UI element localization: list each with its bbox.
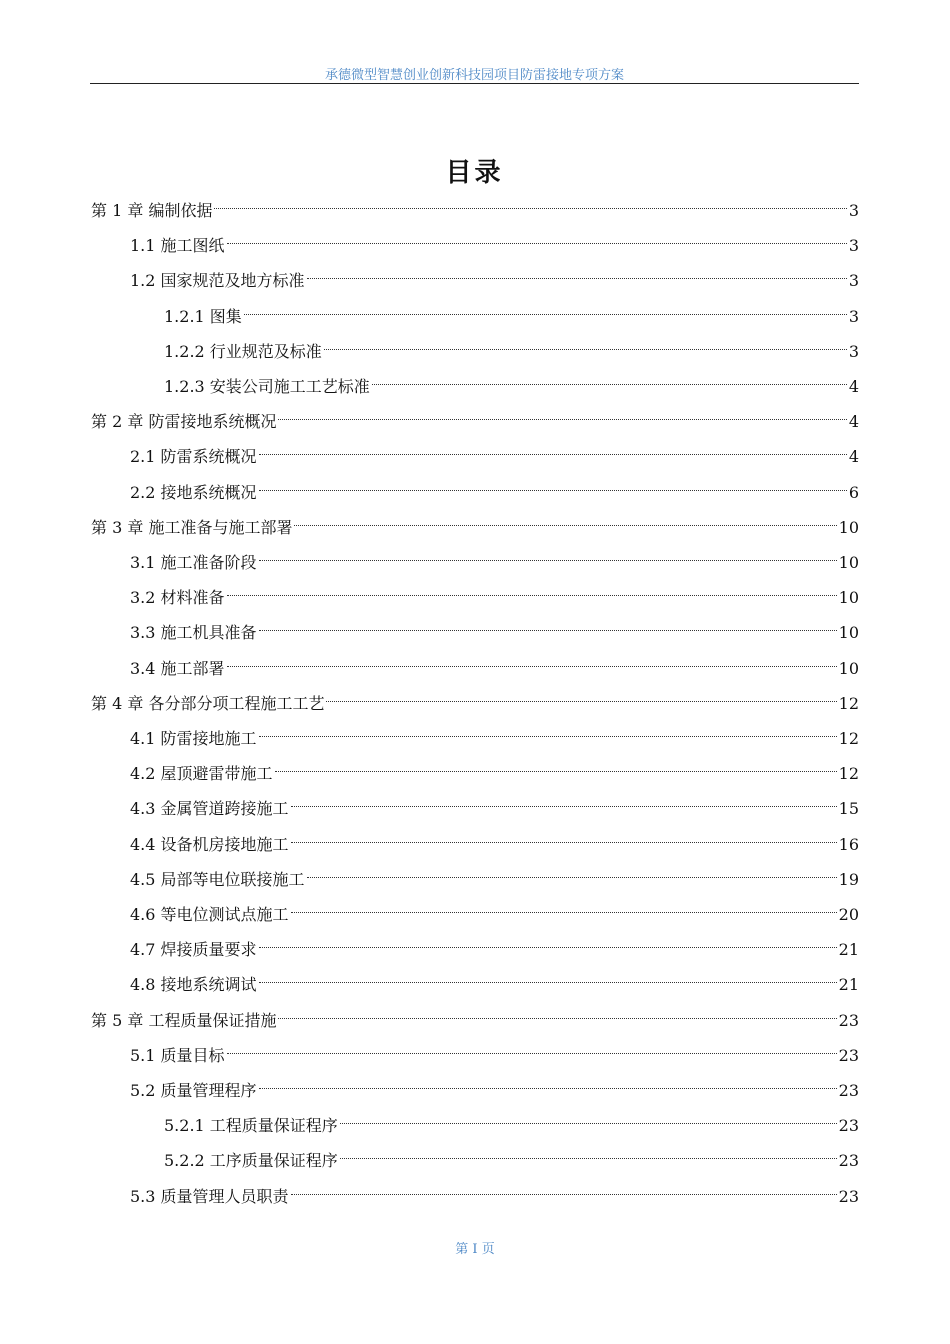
toc-entry[interactable]	[130, 968, 859, 1002]
toc-entry-page: 23	[838, 1010, 859, 1030]
toc-leader-dots	[324, 349, 847, 350]
toc-leader-dots	[291, 842, 837, 843]
toc-entry-label: 2.2 接地系统概况	[130, 482, 257, 502]
toc-entry[interactable]	[130, 476, 859, 510]
toc-entry-page: 3	[848, 341, 859, 361]
toc-leader-dots	[372, 384, 847, 385]
toc-entry[interactable]	[164, 335, 859, 369]
toc-entry[interactable]	[130, 264, 859, 298]
toc-entry-label: 3.1 施工准备阶段	[130, 553, 257, 572]
page-header: 承德微型智慧创业创新科技园项目防雷接地专项方案	[324, 68, 624, 83]
toc-entry[interactable]	[164, 1109, 859, 1143]
toc-entry-label: 第 4 章 各分部分项工程施工工艺	[91, 693, 325, 713]
toc-entry[interactable]	[164, 300, 859, 334]
toc-entry-label: 1.2.3 安装公司施工工艺标准	[164, 377, 370, 396]
toc-entry[interactable]	[164, 370, 859, 404]
toc-entry-page: 6	[848, 482, 859, 502]
toc-entry-label: 第 3 章 施工准备与施工部署	[91, 517, 293, 537]
toc-entry[interactable]	[130, 440, 859, 474]
toc-entry-label: 4.5 局部等电位联接施工	[130, 869, 305, 889]
toc-entry-page: 21	[838, 975, 859, 995]
toc-entry-page: 23	[838, 1116, 859, 1136]
toc-leader-dots	[340, 1123, 837, 1124]
toc-entry[interactable]	[91, 687, 859, 721]
toc-leader-dots	[259, 736, 837, 737]
toc-entry-label: 4.1 防雷接地施工	[130, 729, 257, 748]
toc-leader-dots	[275, 771, 837, 772]
toc-entry[interactable]	[91, 194, 859, 228]
toc-leader-dots	[214, 208, 846, 209]
toc-entry[interactable]	[130, 1039, 859, 1073]
toc-entry[interactable]	[130, 722, 859, 756]
toc-entry-label: 1.2.2 行业规范及标准	[164, 341, 322, 361]
toc-leader-dots	[278, 1018, 836, 1019]
toc-entry[interactable]	[130, 229, 859, 263]
toc-entry-label: 4.2 屋顶避雷带施工	[130, 764, 273, 784]
toc-entry-page: 4	[848, 377, 859, 396]
toc-entry-page: 10	[838, 517, 859, 537]
toc-entry-page: 10	[838, 623, 859, 643]
toc-entry[interactable]	[130, 828, 859, 862]
page-title: 目录	[445, 158, 504, 188]
toc-leader-dots	[340, 1158, 837, 1159]
toc-entry-page: 3	[848, 201, 859, 220]
toc-leader-dots	[259, 454, 847, 455]
toc-entry[interactable]	[130, 546, 859, 580]
toc-entry[interactable]	[130, 1180, 859, 1214]
toc-entry-label: 4.6 等电位测试点施工	[130, 905, 289, 924]
toc-entry-label: 1.2.1 图集	[164, 306, 242, 326]
toc-entry[interactable]	[130, 757, 859, 791]
toc-entry-page: 12	[838, 729, 859, 748]
toc-leader-dots	[307, 278, 847, 279]
toc-leader-dots	[259, 490, 847, 491]
toc-entry[interactable]	[91, 1004, 859, 1038]
toc-entry-page: 23	[838, 1081, 859, 1100]
toc-leader-dots	[259, 982, 837, 983]
toc-entry-label: 第 1 章 编制依据	[91, 201, 213, 220]
toc-entry[interactable]	[130, 652, 859, 686]
toc-entry-label: 4.3 金属管道跨接施工	[130, 799, 289, 819]
toc-entry-page: 12	[838, 764, 859, 784]
toc-entry-label: 4.4 设备机房接地施工	[130, 834, 289, 854]
page-footer: 第 I 页	[455, 1242, 495, 1257]
toc-entry-page: 19	[838, 869, 859, 889]
toc-entry-page: 3	[848, 236, 859, 256]
toc-leader-dots	[326, 701, 836, 702]
toc-entry[interactable]	[130, 863, 859, 897]
toc-entry-page: 15	[838, 799, 859, 819]
toc-leader-dots	[307, 877, 837, 878]
toc-entry-label: 5.2.2 工序质量保证程序	[164, 1151, 338, 1171]
toc-entry-label: 第 5 章 工程质量保证措施	[91, 1010, 277, 1030]
toc-entry-page: 3	[848, 306, 859, 326]
toc-leader-dots	[227, 595, 837, 596]
toc-entry-page: 21	[838, 940, 859, 960]
toc-entry[interactable]	[164, 1144, 859, 1178]
header-divider	[90, 83, 859, 84]
toc-entry-label: 1.1 施工图纸	[130, 236, 225, 256]
toc-entry-label: 4.8 接地系统调试	[130, 975, 257, 995]
toc-entry-page: 10	[838, 658, 859, 678]
toc-entry-label: 5.2 质量管理程序	[130, 1081, 257, 1100]
toc-leader-dots	[259, 630, 837, 631]
toc-entry-page: 10	[838, 553, 859, 572]
toc-entry-page: 20	[838, 905, 859, 924]
toc-entry-page: 23	[838, 1186, 859, 1206]
toc-leader-dots	[291, 912, 837, 913]
toc-entry-page: 23	[838, 1151, 859, 1171]
toc-entry-page: 23	[838, 1045, 859, 1065]
toc-entry-page: 10	[838, 588, 859, 608]
toc-entry-label: 5.1 质量目标	[130, 1045, 225, 1065]
toc-entry-page: 4	[848, 412, 859, 432]
toc-entry[interactable]	[91, 405, 859, 439]
toc-entry[interactable]	[130, 898, 859, 932]
toc-leader-dots	[259, 560, 837, 561]
toc-entry-label: 5.3 质量管理人员职责	[130, 1186, 289, 1206]
toc-entry[interactable]	[130, 1074, 859, 1108]
toc-entry[interactable]	[130, 933, 859, 967]
toc-leader-dots	[259, 1088, 837, 1089]
toc-entry-label: 3.2 材料准备	[130, 588, 225, 608]
toc-entry-page: 16	[838, 834, 859, 854]
toc-leader-dots	[294, 525, 836, 526]
toc-entry-label: 3.4 施工部署	[130, 658, 225, 678]
toc-entry-label: 5.2.1 工程质量保证程序	[164, 1116, 338, 1136]
toc-entry[interactable]	[130, 616, 859, 650]
toc-entry[interactable]	[130, 581, 859, 615]
toc-entry-label: 2.1 防雷系统概况	[130, 447, 257, 467]
toc-leader-dots	[244, 314, 847, 315]
toc-entry-page: 12	[838, 693, 859, 713]
toc-entry-page: 4	[848, 447, 859, 467]
toc-entry[interactable]	[91, 511, 859, 545]
toc-entry-label: 第 2 章 防雷接地系统概况	[91, 412, 277, 432]
toc-entry-label: 3.3 施工机具准备	[130, 623, 257, 643]
toc-leader-dots	[227, 243, 847, 244]
toc-entry-label: 1.2 国家规范及地方标准	[130, 271, 305, 291]
toc-leader-dots	[227, 1053, 837, 1054]
toc-leader-dots	[278, 419, 846, 420]
toc-leader-dots	[291, 806, 837, 807]
toc-entry-label: 4.7 焊接质量要求	[130, 940, 257, 960]
toc-leader-dots	[259, 947, 837, 948]
toc-leader-dots	[227, 666, 837, 667]
toc-entry-page: 3	[848, 271, 859, 291]
toc-leader-dots	[291, 1194, 837, 1195]
toc-entry[interactable]	[130, 792, 859, 826]
